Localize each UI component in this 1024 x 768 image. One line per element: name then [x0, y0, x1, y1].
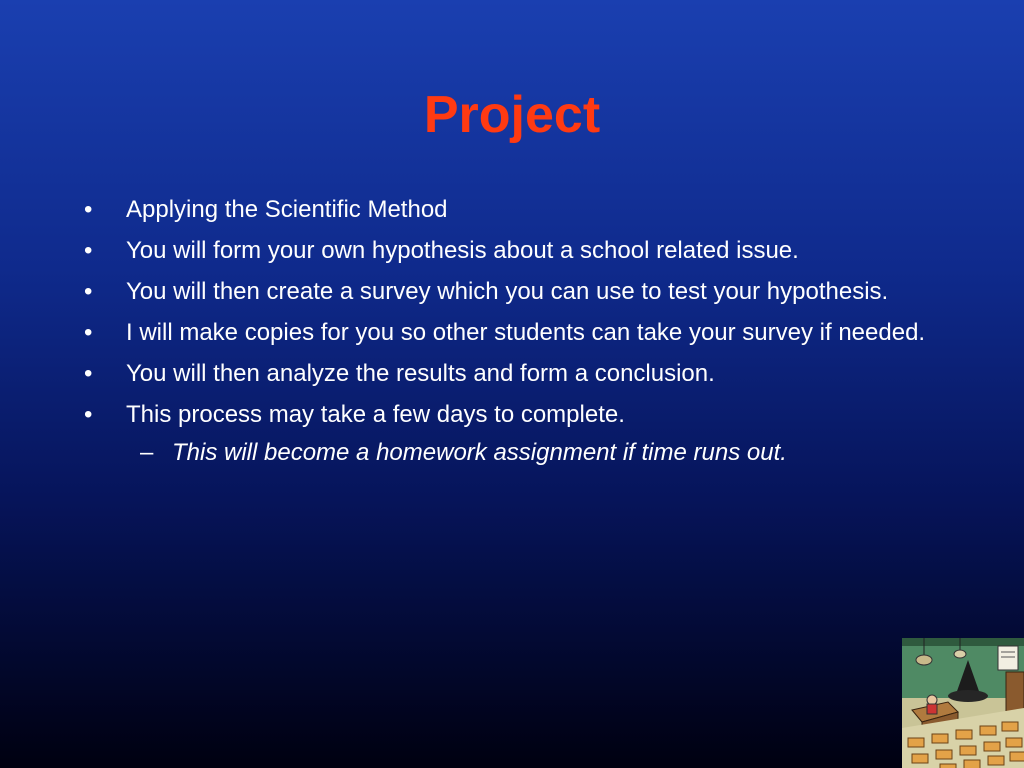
bullet-text: This process may take a few days to complete.: [126, 401, 625, 428]
bullet-list: [84, 193, 944, 470]
classroom-clipart-icon: [902, 638, 1024, 768]
sub-bullet-text: This will become a homework assignment if time runs out.: [172, 439, 787, 466]
classroom-clipart-svg: [902, 638, 1024, 768]
slide-title: Project: [423, 86, 601, 144]
bullet-dot-icon: •: [84, 319, 93, 346]
bullet-text: I will make copies for you so other students can take your survey if needed.: [126, 319, 926, 346]
bullet-text: You will then create a survey which you can use to test your hypothesis.: [126, 278, 889, 305]
bullet-text: You will form your own hypothesis about a school related issue.: [126, 237, 799, 264]
bullet-dot-icon: •: [84, 360, 93, 387]
bullet-item: [84, 234, 944, 268]
bullet-item: [84, 357, 944, 391]
bullet-dot-icon: •: [84, 401, 93, 428]
bullet-item: [84, 275, 944, 309]
bullet-text: Applying the Scientific Method: [126, 196, 448, 223]
bullet-item: [84, 398, 944, 432]
bullet-item: [84, 193, 944, 227]
bullet-text: You will then analyze the results and form a conclusion.: [126, 360, 715, 387]
sub-bullet-item: [84, 436, 944, 470]
bullet-dot-icon: •: [84, 196, 93, 223]
bullet-dot-icon: •: [84, 278, 93, 305]
bullet-item: [84, 316, 944, 350]
dash-icon: –: [140, 439, 154, 466]
bullet-dot-icon: •: [84, 237, 93, 264]
